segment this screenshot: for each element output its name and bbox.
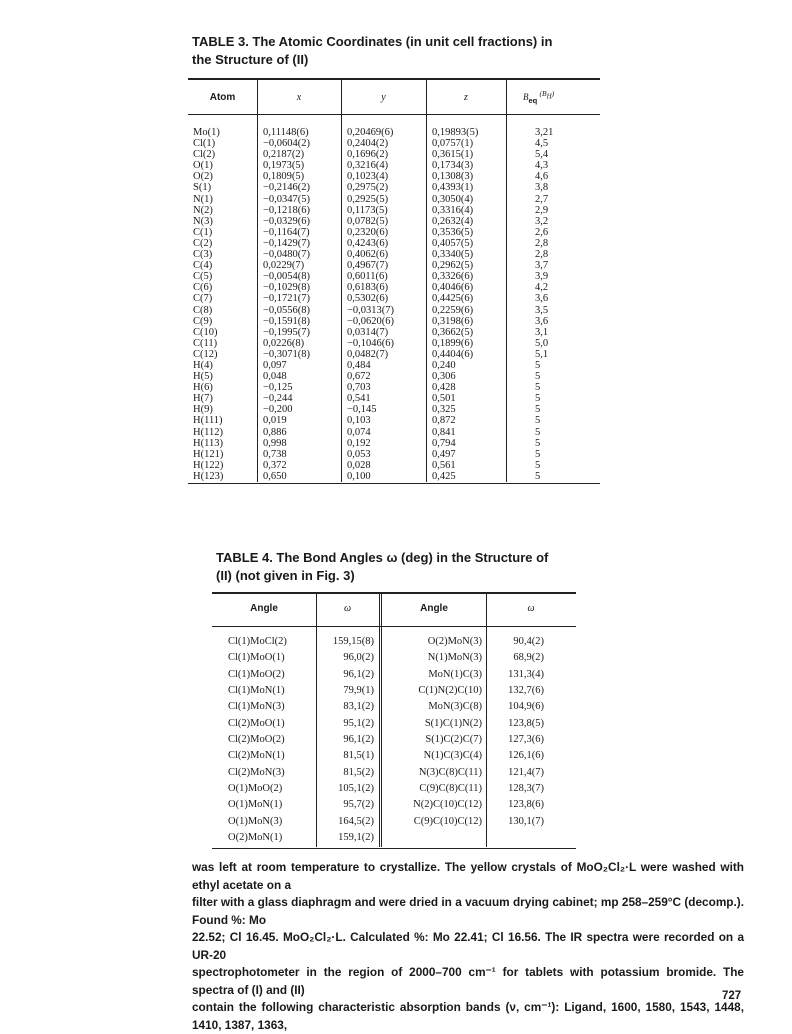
- table4-angle-cell: N(1)MoN(3): [427, 652, 482, 664]
- table4-omega-cell: 96,0(2): [343, 652, 374, 664]
- table4-caption-line-2: (II) (not given in Fig. 3): [216, 568, 355, 583]
- table3-z-cell: 0,794: [432, 437, 456, 449]
- table3-z-cell: 0,325: [432, 404, 456, 416]
- table3-x-cell: 0,650: [263, 470, 287, 482]
- table3-atom-cell: C(12): [193, 348, 218, 360]
- table4-col-divider: [486, 594, 487, 847]
- table3-beq-cell: 5: [535, 470, 541, 482]
- table3-x-cell: −0,0604(2): [263, 138, 311, 150]
- body-line: contain the following characteristic absorption bands (ν, cm⁻¹): Ligand, 1600, 1580, 1543, 1448, 1410, 1387, 1363,: [192, 1000, 744, 1032]
- table3-x-cell: 0,886: [263, 426, 287, 438]
- table4-angle-cell: Cl(2)MoO(1): [228, 717, 285, 729]
- table4-col-divider: [316, 594, 317, 847]
- table3-y-cell: 0,100: [347, 470, 371, 482]
- table3-x-column: [263, 127, 310, 482]
- table3-z-cell: 0,872: [432, 415, 456, 427]
- table3-beq-cell: 5: [535, 359, 541, 371]
- table4-omega-cell: 68,9(2): [513, 652, 544, 664]
- table3-y-cell: 0,192: [347, 437, 371, 449]
- table3-atom-cell: C(10): [193, 326, 218, 338]
- table3-y-cell: 0,703: [347, 382, 371, 394]
- table3-y-cell: 0,2975(2): [347, 182, 389, 194]
- table3-beq-cell: 5,1: [535, 348, 549, 360]
- table3-atom-cell: C(4): [193, 260, 213, 272]
- table4-omega-cell: 81,5(2): [343, 766, 374, 778]
- table4-omega-cell: 121,4(7): [508, 766, 544, 778]
- table3-z-cell: 0,425: [432, 470, 456, 482]
- table3-z-cell: 0,1899(6): [432, 337, 474, 349]
- table3-atom-cell: H(113): [193, 437, 223, 449]
- table3-beq-cell: 5: [535, 459, 541, 471]
- table3-y-cell: 0,5302(6): [347, 293, 389, 305]
- table3-bottom-rule: [188, 483, 600, 484]
- table3-caption-line-2: the Structure of (II): [192, 52, 309, 67]
- table4-bottom-rule: [212, 848, 576, 849]
- table4-angle-cell: Cl(1)MoO(1): [228, 652, 285, 664]
- table4-header-rule: [212, 626, 576, 627]
- table4-omega-cell: 95,7(2): [343, 799, 374, 811]
- table4-caption: [216, 549, 576, 585]
- table3-y-cell: 0,4967(7): [347, 260, 389, 272]
- table3-y-cell: −0,0620(6): [347, 315, 395, 327]
- table3-y-cell: 0,1696(2): [347, 149, 389, 161]
- table3-atom-cell: C(5): [193, 271, 213, 283]
- table3-atom-cell: O(1): [193, 160, 213, 172]
- table3-x-cell: 0,738: [263, 448, 287, 460]
- table3-beq-cell: 5: [535, 404, 541, 416]
- table3-x-cell: 0,998: [263, 437, 287, 449]
- table3-z-cell: 0,4046(6): [432, 282, 474, 294]
- table3-x-cell: −0,1218(6): [263, 204, 311, 216]
- table3-beq-cell: 2,9: [535, 204, 549, 216]
- table3-z-cell: 0,3340(5): [432, 249, 474, 261]
- table3-x-cell: 0,2187(2): [263, 149, 305, 161]
- table3-y-cell: 0,4243(6): [347, 237, 389, 249]
- table3-z-cell: 0,3662(5): [432, 326, 474, 338]
- table3-x-cell: 0,0226(8): [263, 337, 305, 349]
- table3-beq-cell: 2,7: [535, 193, 549, 205]
- table3-y-cell: 0,1173(5): [347, 204, 388, 216]
- table3-z-cell: 0,841: [432, 426, 456, 438]
- table3-z-cell: 0,4404(6): [432, 348, 474, 360]
- table4-header-omega-right: ω: [527, 603, 535, 614]
- beq-subscript: eq: [528, 95, 538, 105]
- table3-x-cell: −0,0347(5): [263, 193, 311, 205]
- table4-angle-cell: Cl(2)MoO(2): [228, 734, 285, 746]
- table3-z-cell: 0,3615(1): [432, 149, 474, 161]
- table4-angle-cell: N(1)C(3)C(4): [423, 750, 482, 762]
- table4-angle-cell: O(2)MoN(1): [228, 832, 283, 844]
- table3-col-divider: [257, 80, 258, 482]
- table4-header-omega-left: ω: [343, 603, 352, 614]
- table4-header-angle-left: Angle: [250, 603, 278, 614]
- table3-header-x: x: [296, 92, 302, 103]
- table4-angle-cell: Cl(1)MoO(2): [228, 668, 285, 680]
- table3-x-cell: −0,1995(7): [263, 326, 311, 338]
- table3-y-cell: 0,541: [347, 393, 371, 405]
- table3-col-divider: [426, 80, 427, 482]
- table4-omega-cell: 96,1(2): [343, 734, 374, 746]
- table3-x-cell: 0,1809(5): [263, 171, 305, 183]
- table3-z-cell: 0,4057(5): [432, 237, 474, 249]
- table4-angle-cell: C(9)C(10)C(12): [413, 815, 482, 827]
- table4-angle-cell: N(2)C(10)C(12): [413, 799, 482, 811]
- table3-beq-cell: 5: [535, 448, 541, 460]
- table3-z-cell: 0,2632(4): [432, 215, 474, 227]
- table3-beq-cell: 5,0: [535, 337, 549, 349]
- table4-angle-cell: Cl(2)MoN(3): [228, 766, 285, 778]
- table3-z-cell: 0,1308(3): [432, 171, 474, 183]
- table3-beq-cell: 2,8: [535, 249, 549, 261]
- table3-x-cell: −0,3071(8): [263, 348, 311, 360]
- table3-x-cell: 0,11148(6): [263, 127, 309, 138]
- body-line: filter with a glass diaphragm and were dried in a vacuum drying cabinet; mp 258–259°C (decomp.). Found %: Mo: [192, 895, 744, 927]
- table3-top-rule: [188, 78, 600, 80]
- table3-atom-cell: C(11): [193, 337, 218, 349]
- table3-beq-cell: 5: [535, 393, 541, 405]
- table3-z-cell: 0,501: [432, 393, 456, 405]
- table3-header-z: z: [464, 92, 468, 103]
- beq-symbol: B: [523, 92, 529, 102]
- table3-atom-cell: H(6): [193, 382, 213, 394]
- table3-atom-cell: N(3): [193, 215, 213, 227]
- table3-header-beq: [523, 89, 554, 105]
- table3-z-cell: 0,428: [432, 382, 456, 394]
- table3-x-cell: −0,0480(7): [263, 249, 311, 261]
- table3-z-cell: 0,497: [432, 448, 456, 460]
- table3-z-cell: 0,2259(6): [432, 304, 474, 316]
- table3-caption: [192, 33, 572, 69]
- table3-y-cell: 0,6183(6): [347, 282, 389, 294]
- table4-angle-cell: N(3)C(8)C(11): [418, 766, 482, 778]
- table3-caption-line-1: TABLE 3. The Atomic Coordinates (in unit cell fractions) in: [192, 34, 553, 49]
- table4-omega-cell: 128,3(7): [508, 783, 544, 795]
- table3-beq-cell: 5: [535, 415, 541, 427]
- table3-atom-cell: H(112): [193, 426, 223, 438]
- table3-y-cell: −0,0313(7): [347, 304, 395, 316]
- table3-x-cell: −0,200: [263, 404, 293, 416]
- table3-y-cell: 0,672: [347, 371, 371, 383]
- table4-col-divider-double: [379, 594, 382, 847]
- table3-beq-cell: 4,6: [535, 171, 549, 183]
- table4-omega-cell: 104,9(6): [508, 701, 544, 713]
- table4-top-rule: [212, 592, 576, 594]
- table3-beq-cell: 3,6: [535, 315, 549, 327]
- table3-y-cell: 0,028: [347, 459, 371, 471]
- table3-beq-cell: 2,6: [535, 226, 549, 238]
- table3-atom-cell: C(6): [193, 282, 213, 294]
- table3-beq-cell: 4,3: [535, 160, 549, 172]
- table3-z-cell: 0,3198(6): [432, 315, 474, 327]
- table4-omega-cell: 127,3(6): [508, 734, 544, 746]
- table3-beq-cell: 3,7: [535, 260, 549, 272]
- table3-atom-cell: H(4): [193, 359, 213, 371]
- table3-x-cell: −0,2146(2): [263, 182, 311, 194]
- table3-atom-cell: H(7): [193, 393, 213, 405]
- table3-x-cell: −0,0556(8): [263, 304, 311, 316]
- table4-omega-cell: 81,5(1): [343, 750, 374, 762]
- table3-beq-cell: 3,6: [535, 293, 549, 305]
- table3-z-cell: 0,561: [432, 459, 456, 471]
- table3-atom-cell: C(1): [193, 226, 213, 238]
- table3-z-cell: 0,19893(5): [432, 127, 479, 138]
- table3-beq-cell: 3,1: [535, 326, 549, 338]
- table3-x-cell: −0,1164(7): [263, 226, 310, 238]
- table4-angle-cell: S(1)C(1)N(2): [424, 717, 482, 729]
- table3-beq-cell: 3,8: [535, 182, 549, 194]
- table4-omega-cell: 95,1(2): [343, 717, 374, 729]
- table4-omega-cell: 130,1(7): [508, 815, 544, 827]
- table3-atom-cell: Mo(1): [193, 127, 220, 138]
- table4-left-angle-column: [228, 634, 287, 846]
- table3-z-cell: 0,3316(4): [432, 204, 474, 216]
- table4-omega-cell: 164,5(2): [338, 815, 374, 827]
- table3-x-cell: 0,0229(7): [263, 260, 305, 272]
- table3-x-cell: 0,048: [263, 371, 287, 383]
- table3-col-divider: [341, 80, 342, 482]
- table3-y-cell: 0,0782(5): [347, 215, 389, 227]
- table3-y-cell: 0,2404(2): [347, 138, 389, 150]
- table3-y-cell: 0,2320(6): [347, 226, 389, 238]
- table4-angle-cell: O(1)MoN(3): [228, 815, 283, 827]
- table3-y-cell: 0,053: [347, 448, 371, 460]
- table3-atom-cell: H(121): [193, 448, 224, 460]
- table3-z-cell: 0,1734(3): [432, 160, 474, 172]
- table3-atom-cell: C(3): [193, 249, 213, 261]
- table3-beq-cell: 5: [535, 426, 541, 438]
- table3-beq-cell: 4,5: [535, 138, 549, 150]
- table3-atom-cell: C(9): [193, 315, 213, 327]
- table3-atom-cell: H(122): [193, 459, 224, 471]
- table4-angle-cell: C(1)N(2)C(10): [418, 685, 482, 697]
- table3-atom-column: [193, 127, 223, 482]
- table3-z-cell: 0,0757(1): [432, 138, 474, 150]
- table3-beq-cell: 3,9: [535, 271, 549, 283]
- table4-left-value-column: [322, 634, 374, 846]
- table3-y-cell: 0,4062(6): [347, 249, 389, 261]
- table3-y-cell: 0,6011(6): [347, 271, 388, 283]
- table4-angle-cell: MoN(3)C(8): [428, 701, 482, 713]
- table4-angle-cell: S(1)C(2)C(7): [425, 734, 482, 746]
- table3-z-cell: 0,4393(1): [432, 182, 474, 194]
- table3-z-cell: 0,240: [432, 359, 456, 371]
- table3-atom-cell: H(111): [193, 415, 223, 427]
- table3-header-y: y: [381, 92, 386, 103]
- table3-z-cell: 0,4425(6): [432, 293, 474, 305]
- table3-beq-cell: 3,5: [535, 304, 549, 316]
- table3-atom-cell: Cl(2): [193, 149, 216, 161]
- table3-atom-cell: N(1): [193, 193, 213, 205]
- table3-y-cell: −0,145: [347, 404, 377, 416]
- table3-x-cell: −0,1591(8): [263, 315, 311, 327]
- bh-subscript: H: [546, 92, 552, 101]
- bh-symbol: (B: [539, 89, 547, 98]
- table4-right-value-column: [492, 634, 544, 830]
- table4-header-angle-right: Angle: [420, 603, 448, 614]
- table3-col-divider: [506, 80, 507, 482]
- table3-y-cell: 0,3216(4): [347, 160, 389, 172]
- table4-omega-cell: 126,1(6): [508, 750, 544, 762]
- table4-right-angle-column: [386, 634, 482, 830]
- table3-z-column: [432, 127, 478, 482]
- body-line: was left at room temperature to crystallize. The yellow crystals of MoO₂Cl₂·L were washed with ethyl acetate on a: [192, 860, 744, 892]
- table4-omega-cell: 90,4(2): [513, 636, 544, 647]
- table3-atom-cell: C(7): [193, 293, 213, 305]
- table3-x-cell: 0,372: [263, 459, 287, 471]
- table3-y-column: [347, 127, 394, 482]
- table4-omega-cell: 83,1(2): [343, 701, 374, 713]
- table3-atom-cell: N(2): [193, 204, 213, 216]
- table4-caption-line-1: TABLE 4. The Bond Angles ω (deg) in the Structure of: [216, 550, 549, 565]
- table3-beq-cell: 5: [535, 437, 541, 449]
- table3-x-cell: 0,097: [263, 359, 287, 371]
- table4-angle-cell: O(2)MoN(3): [427, 636, 482, 647]
- table3-atom-cell: H(5): [193, 371, 213, 383]
- body-line: 22.52; Cl 16.45. MoO₂Cl₂·L. Calculated %: Mo 22.41; Cl 16.56. The IR spectra were recorded on a UR-20: [192, 930, 744, 962]
- table4-omega-cell: 132,7(6): [508, 685, 544, 697]
- table3-x-cell: −0,244: [263, 393, 293, 405]
- table3-x-cell: −0,1721(7): [263, 293, 311, 305]
- table4-angle-cell: Cl(2)MoN(1): [228, 750, 285, 762]
- table4-omega-cell: 123,8(6): [508, 799, 544, 811]
- table3-atom-cell: C(8): [193, 304, 213, 316]
- table3-z-cell: 0,3326(6): [432, 271, 474, 283]
- table4-omega-cell: 159,1(2): [338, 832, 374, 844]
- table3-x-cell: −0,1029(8): [263, 282, 311, 294]
- table3-y-cell: 0,20469(6): [347, 127, 394, 138]
- table3-atom-cell: S(1): [193, 182, 212, 194]
- table3-x-cell: 0,019: [263, 415, 287, 427]
- table3-beq-cell: 5: [535, 371, 541, 383]
- table4-angle-cell: C(9)C(8)C(11): [419, 783, 482, 795]
- table4-omega-cell: 79,9(1): [343, 685, 374, 697]
- table4-omega-cell: 105,1(2): [338, 783, 374, 795]
- table3-beq-cell: 5: [535, 382, 541, 394]
- table3-y-cell: 0,2925(5): [347, 193, 389, 205]
- table3-beq-cell: 3,2: [535, 215, 549, 227]
- table3-y-cell: 0,1023(4): [347, 171, 389, 183]
- table3-beq-cell: 5,4: [535, 149, 549, 161]
- table4-omega-cell: 159,15(8): [332, 636, 374, 647]
- table3-beq-column: [535, 127, 553, 482]
- table3-z-cell: 0,3050(4): [432, 193, 474, 205]
- table3-y-cell: 0,0482(7): [347, 348, 389, 360]
- table3-header-atom: Atom: [209, 92, 236, 103]
- table3-y-cell: −0,1046(6): [347, 337, 395, 349]
- table3-z-cell: 0,3536(5): [432, 226, 474, 238]
- body-paragraph: [192, 859, 744, 1034]
- table3-beq-cell: 4,2: [535, 282, 549, 294]
- table3-z-cell: 0,306: [432, 371, 456, 383]
- table4-angle-cell: Cl(1)MoCl(2): [228, 636, 287, 647]
- table3-atom-cell: H(123): [193, 470, 224, 482]
- body-line: spectrophotometer in the region of 2000–700 cm⁻¹ for tablets with potassium bromide. The spectra of (I) and (II): [192, 965, 744, 997]
- table3-atom-cell: C(2): [193, 237, 213, 249]
- table4-angle-cell: O(1)MoN(1): [228, 799, 283, 811]
- table4-omega-cell: 131,3(4): [508, 668, 544, 680]
- table4-omega-cell: 96,1(2): [343, 668, 374, 680]
- table3-y-cell: 0,484: [347, 359, 371, 371]
- table4-omega-cell: 123,8(5): [508, 717, 544, 729]
- table3-x-cell: −0,1429(7): [263, 237, 311, 249]
- table3-beq-cell: 3,21: [535, 127, 554, 138]
- table3-x-cell: −0,125: [263, 382, 293, 394]
- table3-y-cell: 0,074: [347, 426, 371, 438]
- table3-x-cell: −0,0329(6): [263, 215, 311, 227]
- table4-angle-cell: MoN(1)C(3): [428, 668, 482, 680]
- table4-angle-cell: Cl(1)MoN(3): [228, 701, 285, 713]
- table3-x-cell: −0,0054(8): [263, 271, 311, 283]
- page-number: 727: [722, 990, 742, 1002]
- table4-angle-cell: Cl(1)MoN(1): [228, 685, 285, 697]
- table4-angle-cell: O(1)MoO(2): [228, 783, 283, 795]
- table3-header-rule: [188, 114, 600, 115]
- table3-x-cell: 0,1973(5): [263, 160, 305, 172]
- bh-close: ): [551, 89, 555, 98]
- table3-atom-cell: H(9): [193, 404, 213, 416]
- table3-beq-cell: 2,8: [535, 237, 549, 249]
- table3-y-cell: 0,0314(7): [347, 326, 389, 338]
- table3-atom-cell: O(2): [193, 171, 213, 183]
- table3-z-cell: 0,2962(5): [432, 260, 474, 272]
- table3-atom-cell: Cl(1): [193, 138, 216, 150]
- table3-y-cell: 0,103: [347, 415, 371, 427]
